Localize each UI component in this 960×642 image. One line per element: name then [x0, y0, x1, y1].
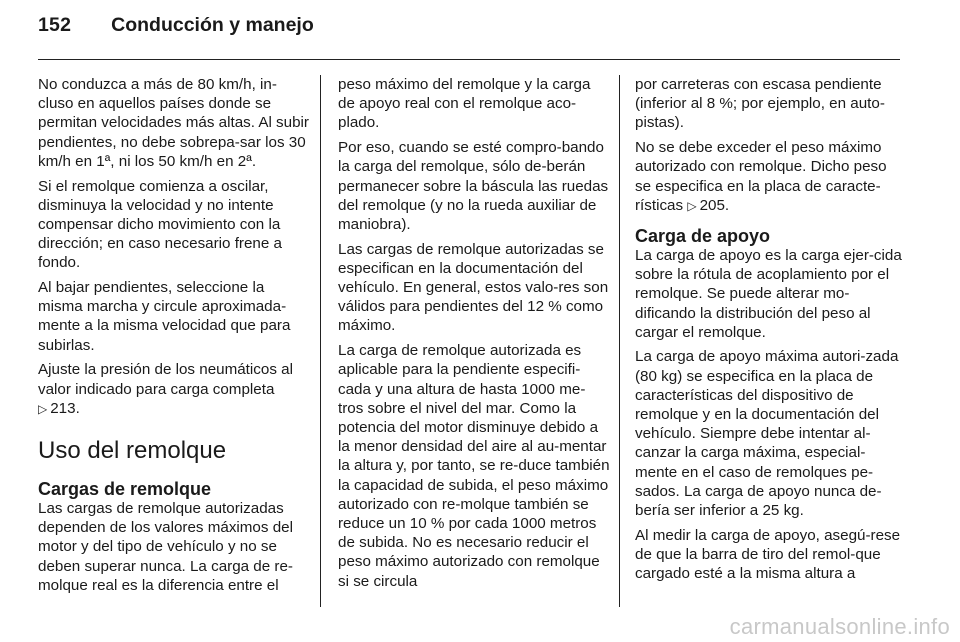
paragraph: por carreteras con escasa pendiente (inferior al 8 %; por ejemplo, en auto-pistas). — [635, 76, 885, 132]
column-divider — [320, 75, 321, 607]
paragraph: Las cargas de remolque autorizadas se especifican en la documentación del vehículo. En general, estos valo-res son válidos para pendientes del 12 % como máximo. — [338, 240, 609, 335]
paragraph-text: Ajuste la presión de los neumáticos al valor indicado para carga completa — [38, 361, 293, 398]
paragraph: La carga de apoyo es la carga ejer-cida sobre la rótula de acoplamiento por el remolque. Se puede alterar mo-dificando la distribución del peso al cargar el remolque. — [635, 246, 902, 341]
paragraph-with-ref — [38, 360, 310, 419]
paragraph: Si el remolque comienza a oscilar, disminuya la velocidad y no intente compensar dicho movimiento con la dirección; en caso necesario frene a fondo. — [38, 177, 282, 272]
subheading: Cargas de remolque — [38, 478, 212, 499]
paragraph: Al medir la carga de apoyo, asegú-rese de que la barra de tiro del remol-que cargado esté a la misma altura a — [635, 526, 901, 583]
paragraph: Al bajar pendientes, seleccione la misma marcha y circule aproximada-mente a la misma velocidad que para subirlas. — [38, 279, 291, 354]
column-divider — [619, 75, 620, 607]
chapter-title: Conducción y manejo — [111, 14, 314, 36]
paragraph: La carga de remolque autorizada es aplicable para la pendiente especifi-cada y una altura de hasta 1000 me-tros sobre el nivel del mar. Como la potencia del motor disminuye debido a la menor densidad del aire al au-mentar la altura y, por tanto, se re-duce también la capacidad de subida, el peso máximo autorizado con re-molque también se reduce un 10 % por cada 1000 metros de subida. No es necesario reducir el peso máximo autorizado con remolque si se circula — [338, 342, 610, 590]
paragraph: peso máximo del remolque y la carga de apoyo real con el remolque aco-plado. — [338, 76, 591, 132]
paragraph: No conduzca a más de 80 km/h, in-cluso en aquellos países donde se permitan velocidades más altas. Al subir pendientes, no debe sobrepa-sar los 30 km/h en 1ª, ni los 50 km/h en 2ª. — [38, 76, 309, 170]
page-ref-link[interactable]: 205. — [699, 196, 730, 214]
column-1 — [38, 75, 310, 600]
column-3 — [635, 75, 903, 589]
paragraph-with-ref — [635, 138, 903, 216]
page-ref-arrow-icon: ▷ — [38, 401, 48, 416]
page-ref-arrow-icon: ▷ — [687, 198, 697, 213]
page-number: 152 — [38, 14, 72, 36]
subheading: Carga de apoyo — [635, 225, 771, 246]
paragraph: Por eso, cuando se esté compro-bando la carga del remolque, sólo de-berán permanecer sobre la báscula las ruedas del remolque (y no la rueda auxiliar de maniobra). — [338, 139, 609, 233]
paragraph-text: No se debe exceder el peso máximo autorizado con remolque. Dicho peso se especifica en la placa de caracte-rísticas — [635, 139, 887, 214]
page-ref-link[interactable]: 213. — [50, 399, 80, 417]
header-rule — [38, 59, 900, 60]
column-2 — [338, 75, 610, 596]
paragraph: Las cargas de remolque autorizadas dependen de los valores máximos del motor y del tipo de vehículo y no se deben superar nunca. La carga de re-molque real es la diferencia entre el — [38, 499, 293, 594]
watermark: carmanualsonline.info — [729, 614, 950, 639]
paragraph: La carga de apoyo máxima autori-zada (80 kg) se especifica en la placa de características del dispositivo de remolque y en la documentación del vehículo. Siempre debe intentar al-canzar la carga máxima, especial-mente en el caso de remolques pe-sados. La carga de apoyo nunca de-bería ser inferior a 25 kg. — [635, 348, 899, 520]
page-header — [38, 14, 314, 54]
section-title: Uso del remolque — [38, 436, 227, 464]
